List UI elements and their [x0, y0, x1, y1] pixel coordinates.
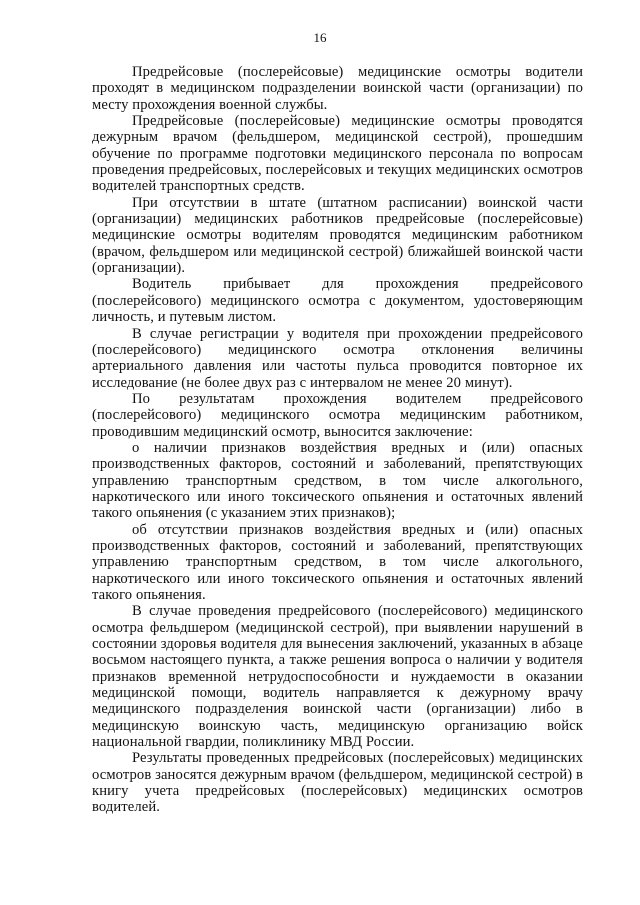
paragraph: Результаты проведенных предрейсовых (послерейсовых) медицинских осмотров заносятся дежурным врачом (фельдшером, медицинской сестрой) в книгу учета предрейсовых (послерейсовых) медицинских осмотров водителей.	[92, 750, 583, 816]
page-number: 16	[313, 30, 327, 45]
paragraph: о наличии признаков воздействия вредных и (или) опасных производственных факторов, состояний и заболеваний, препятствующих управлению транспортным средством, в том числе алкогольного, наркотического или иного токсического опьянения и остаточных явлений такого опьянения (с указанием этих признаков);	[92, 439, 583, 522]
document-body	[92, 64, 583, 816]
paragraph: об отсутствии признаков воздействия вредных и (или) опасных производственных факторов, состояний и заболеваний, препятствующих управлению транспортным средством, в том числе алкогольного, наркотического или иного токсического опьянения и остаточных явлений такого опьянения.	[92, 521, 583, 603]
paragraph: По результатам прохождения водителем предрейсового (послерейсового) медицинского осмотра медицинским работником, проводившим медицинский осмотр, выносится заключение:	[92, 390, 583, 440]
paragraph: При отсутствии в штате (штатном расписании) воинской части (организации) медицинских работников предрейсовые (послерейсовые) медицинские осмотры водителям проводятся медицинским работником (врачом, фельдшером или медицинской сестрой) ближайшей воинской части (организации).	[92, 194, 583, 277]
paragraph: В случае проведения предрейсового (послерейсового) медицинского осмотра фельдшером (медицинской сестрой), при выявлении нарушений в состоянии здоровья водителя для вынесения заключений, указанных в абзаце восьмом настоящего пункта, а также решения вопроса о наличии у водителя признаков временной нетрудоспособности и нуждаемости в оказании медицинской помощи, водитель направляется к дежурному врачу медицинского подразделения воинской части (организации) либо в медицинскую воинскую часть, медицинскую организацию войск национальной гвардии, поликлинику МВД России.	[92, 603, 583, 751]
paragraph: Водитель прибывает для прохождения предрейсового (послерейсового) медицинского осмотра с документом, удостоверяющим личность, и путевым листом.	[92, 276, 583, 326]
paragraph: В случае регистрации у водителя при прохождении предрейсового (послерейсового) медицинского осмотра отклонения величины артериального давления или частоты пульса проводится повторное их исследование (не более двух раз с интервалом не менее 20 минут).	[92, 325, 583, 391]
paragraph: Предрейсовые (послерейсовые) медицинские осмотры водители проходят в медицинском подразделении воинской части (организации) по месту прохождения военной службы.	[92, 64, 583, 113]
paragraph: Предрейсовые (послерейсовые) медицинские осмотры проводятся дежурным врачом (фельдшером, медицинской сестрой), прошедшим обучение по программе подготовки медицинского персонала по вопросам проведения предрейсовых, послерейсовых и текущих медицинских осмотров водителей транспортных средств.	[92, 113, 583, 195]
